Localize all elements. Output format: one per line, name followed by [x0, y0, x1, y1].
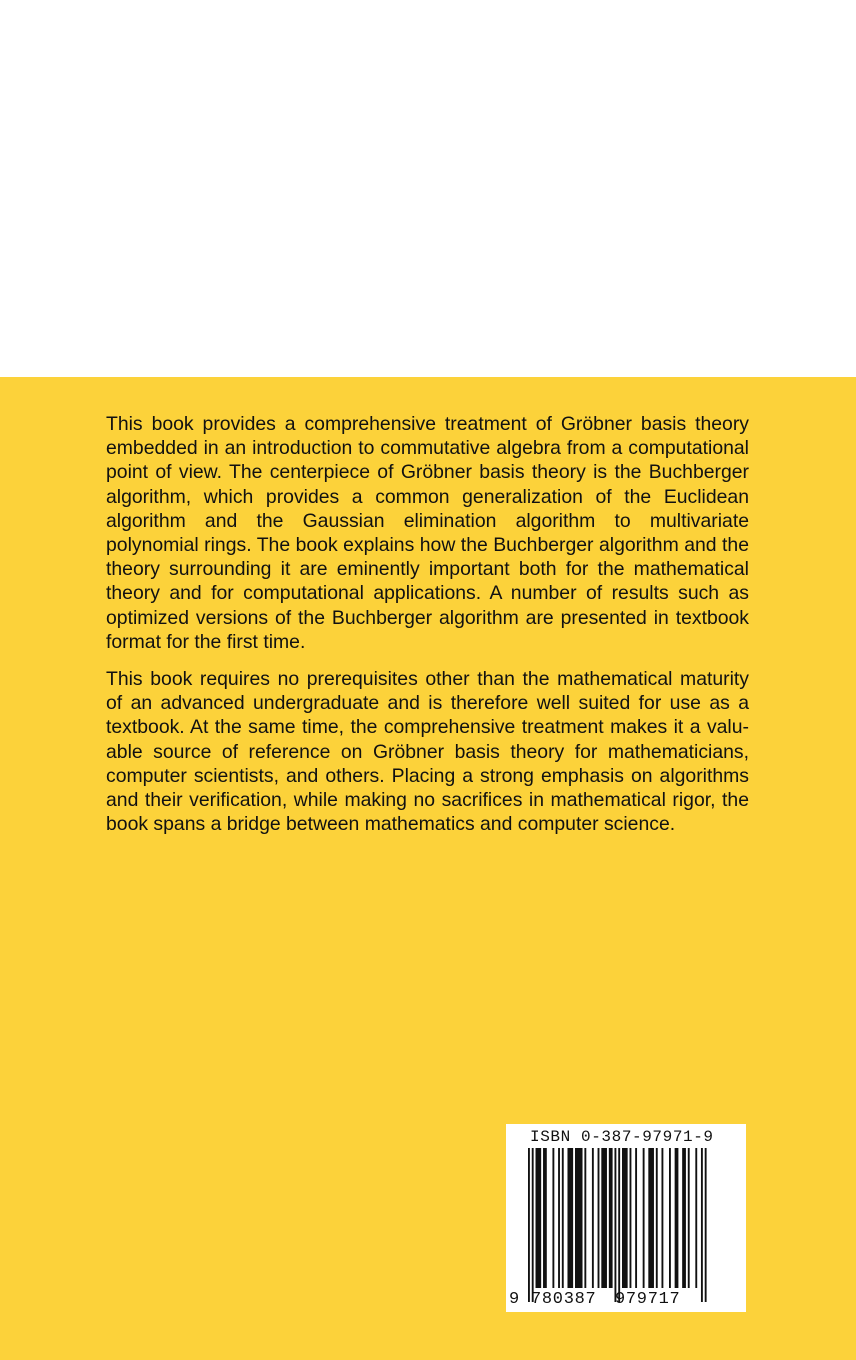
barcode-bar	[584, 1148, 586, 1288]
barcode-bar	[598, 1148, 600, 1288]
barcode-guard-bar	[618, 1148, 620, 1302]
barcode-bar	[695, 1148, 697, 1288]
barcode-bar	[601, 1148, 607, 1288]
barcode-bar	[648, 1148, 654, 1288]
top-blank-area	[0, 0, 856, 377]
ean-right-group: 979717	[615, 1290, 681, 1309]
barcode-bar	[675, 1148, 679, 1288]
barcode-bar	[661, 1148, 663, 1288]
barcode-bar	[682, 1148, 686, 1288]
ean-left-group: 780387	[531, 1290, 597, 1309]
barcode-guard-bar	[532, 1148, 534, 1302]
barcode-bars	[506, 1124, 746, 1312]
barcode-bar	[562, 1148, 564, 1288]
barcode-guard-bar	[528, 1148, 530, 1302]
blurb-paragraph-1: This book provides a comprehensive treatment of Gröbner basis theory embedded in an introduction to commutative algebra from a computational point of view. The centerpiece of Gröbner basis theory is the Buchberger algorithm, which provides a common generalization of the Euclidean algorithm and the Gaussian elimination algorithm to multivariate polynomial rings. The book explains how the Buchberger algorithm and the theory surrounding it are eminently important both for the mathematical theory and for computational applications. A number of results such as optimized versions of the Buchberger algorithm are presented in textbook format for the first time.	[106, 413, 749, 653]
barcode-bar	[558, 1148, 560, 1288]
barcode-bar	[688, 1148, 690, 1288]
blurb-paragraph-2: This book requires no prerequisites other than the mathematical maturity of an advanced undergraduate and is therefore well suited for use as a textbook. At the same time, the comprehensive treatment makes it a valuable source of reference on Gröbner basis theory for mathematicians, computer scientists, and others. Placing a strong emphasis on algorithms and their verification, while making no sacrifices in mathematical rigor, the book spans a bridge between mathematics and computer science.	[106, 668, 749, 836]
barcode-bar	[552, 1148, 554, 1288]
barcode-guard-bar	[701, 1148, 703, 1302]
isbn-label: ISBN 0-387-97971-9	[530, 1128, 714, 1146]
barcode-guard-bar	[705, 1148, 707, 1302]
barcode-bar	[635, 1148, 637, 1288]
ean-first-digit: 9	[509, 1290, 520, 1309]
barcode-bar	[536, 1148, 542, 1288]
barcode-bar	[575, 1148, 583, 1288]
back-cover-blurb	[106, 412, 749, 849]
barcode-bar	[656, 1148, 658, 1288]
barcode-bar	[643, 1148, 645, 1288]
isbn-barcode	[506, 1124, 746, 1312]
barcode-bar	[669, 1148, 671, 1288]
barcode-bar	[543, 1148, 547, 1288]
barcode-bar	[609, 1148, 613, 1288]
barcode-bar	[622, 1148, 628, 1288]
barcode-bar	[592, 1148, 594, 1288]
barcode-bar	[567, 1148, 573, 1288]
barcode-bar	[630, 1148, 632, 1288]
barcode-guard-bar	[614, 1148, 616, 1302]
